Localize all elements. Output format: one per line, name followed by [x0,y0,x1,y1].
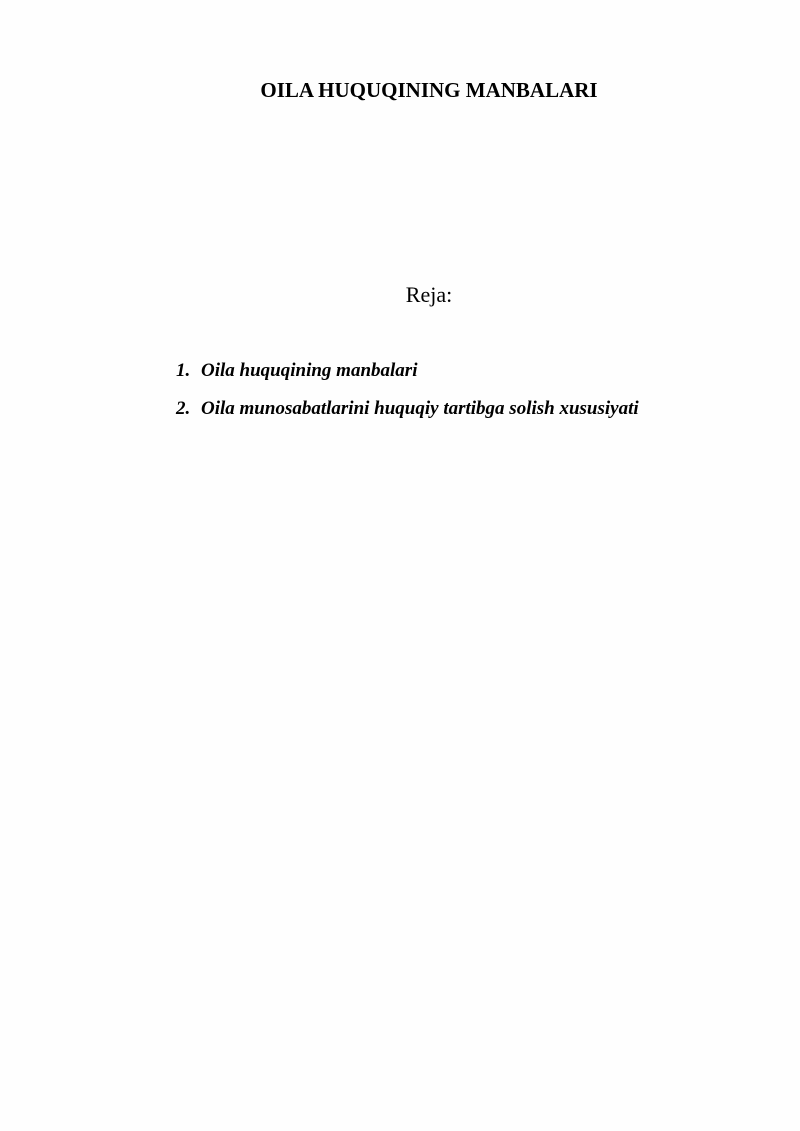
plan-item-text: Oila huquqining manbalari [201,360,418,381]
document-title: OILA HUQUQINING MANBALARI [260,78,598,102]
plan-item [176,390,639,428]
plan-item-number: 2. [176,398,191,419]
plan-item-number: 1. [176,360,191,381]
plan-item [176,352,639,390]
plan-item-text: Oila munosabatlarini huquqiy tartibga solish xususiyati [201,398,639,419]
plan-list [176,352,639,428]
plan-heading: Reja: [405,282,453,307]
